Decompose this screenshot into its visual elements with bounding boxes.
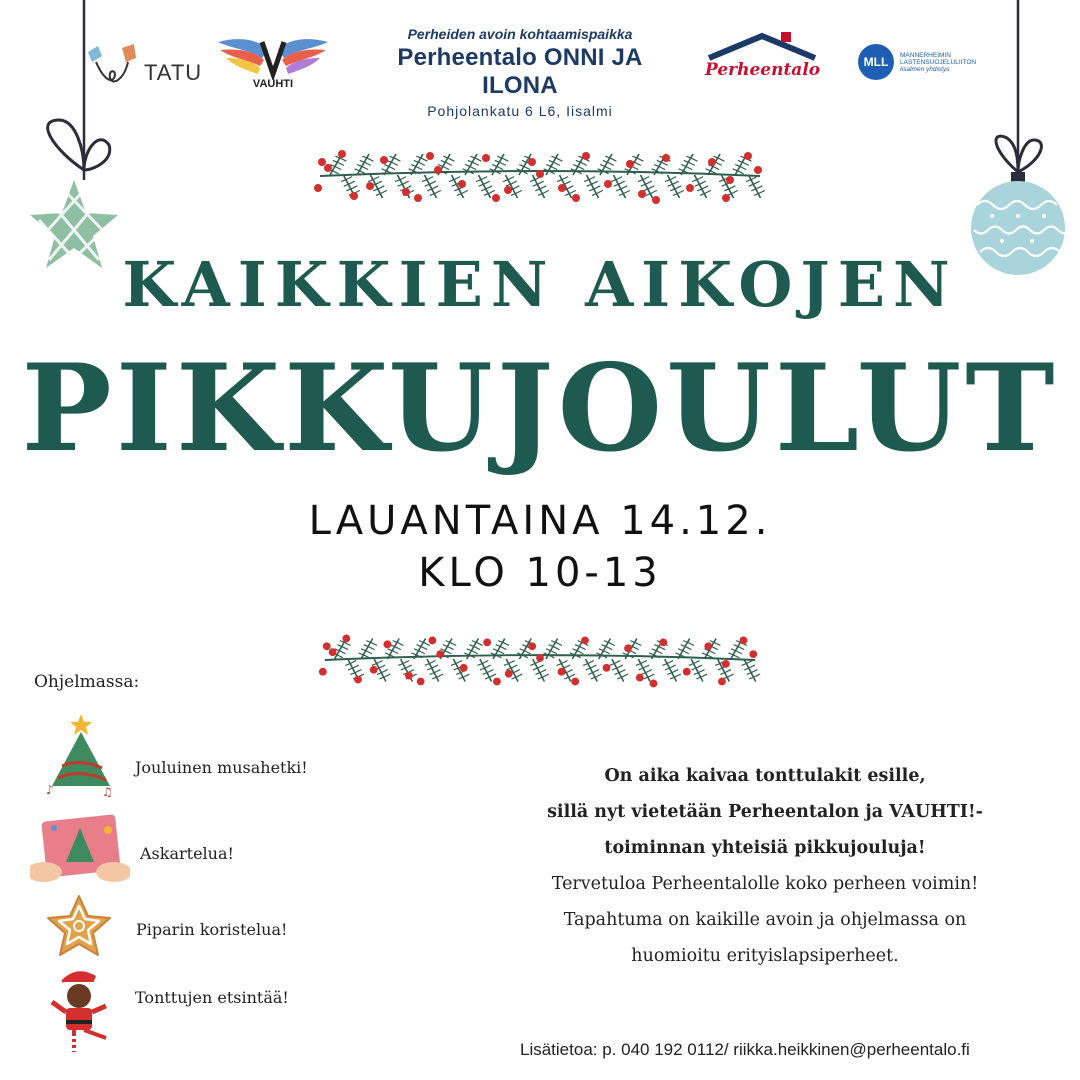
mll-logo-text: [900, 52, 1000, 73]
crafting-hands-icon: [30, 810, 130, 890]
house-roof-icon: [705, 30, 820, 64]
header-venue: [360, 26, 680, 119]
event-description: [490, 758, 1040, 974]
event-title-line1: KAIKKIEN AIKOJEN: [122, 248, 958, 321]
program-item-label: Tonttujen etsintää!: [135, 988, 289, 1007]
christmas-tree-music-icon: [40, 712, 120, 797]
event-time: KLO 10-13: [418, 550, 662, 596]
hanging-ball-ornament: [962, 0, 1077, 280]
description-bold-line3: toiminnan yhteisiä pikkujouluja!: [604, 838, 926, 858]
program-item-label: Jouluinen musahetki!: [135, 758, 308, 777]
mll-text-line1: MANNERHEIMIN: [900, 52, 951, 59]
mll-logo: [858, 44, 988, 84]
gingerbread-star-icon: [44, 894, 114, 960]
description-bold-line2: sillä nyt vietetään Perheentalon ja VAUHTI!-: [547, 802, 983, 822]
description-bold-line1: On aika kaivaa tonttulakit esille,: [604, 766, 926, 786]
svg-text:♫: ♫: [102, 785, 113, 797]
svg-text:♪: ♪: [46, 783, 54, 797]
perheentalo-logo-text: Perheentalo: [705, 60, 821, 80]
pine-berry-garland-bottom: [315, 624, 765, 694]
header-address: Pohjolankatu 6 L6, Iisalmi: [427, 103, 613, 119]
contact-info: Lisätietoa: p. 040 192 0112/ riikka.heikkinen@perheentalo.fi: [520, 1040, 970, 1059]
kite-heart-icon: [82, 40, 144, 90]
tatu-logo: [82, 40, 203, 90]
pine-berry-garland-top: [310, 140, 770, 210]
program-item-label: Askartelua!: [140, 844, 234, 863]
vauhti-logo-text: VAUHTI: [252, 78, 294, 90]
header-subtitle: Perheiden avoin kohtaamispaikka: [407, 26, 633, 42]
tatu-logo-text: TATU: [144, 60, 203, 85]
description-line6: huomioitu erityislapsiperheet.: [631, 946, 899, 966]
description-line5: Tapahtuma on kaikille avoin ja ohjelmassa on: [563, 910, 967, 930]
program-heading: Ohjelmassa:: [34, 672, 140, 692]
event-date: LAUANTAINA 14.12.: [308, 498, 772, 544]
elf-icon: [46, 966, 124, 1058]
mll-badge: MLL: [858, 44, 894, 80]
event-title-line2: PIKKUJOULUT: [21, 338, 1059, 479]
vauhti-logo: [210, 36, 336, 94]
rainbow-wings-icon: [210, 36, 336, 80]
description-line4: Tervetuloa Perheentalolle koko perheen voimin!: [551, 874, 979, 894]
mll-text-line2: LASTENSUOJELULIITON: [900, 59, 977, 66]
perheentalo-logo: [705, 30, 820, 90]
mll-text-line3: Iisalmen yhdistys: [900, 66, 950, 73]
header-title: Perheentalo ONNI JA ILONA: [397, 44, 643, 99]
program-item-label: Piparin koristelua!: [136, 920, 288, 939]
